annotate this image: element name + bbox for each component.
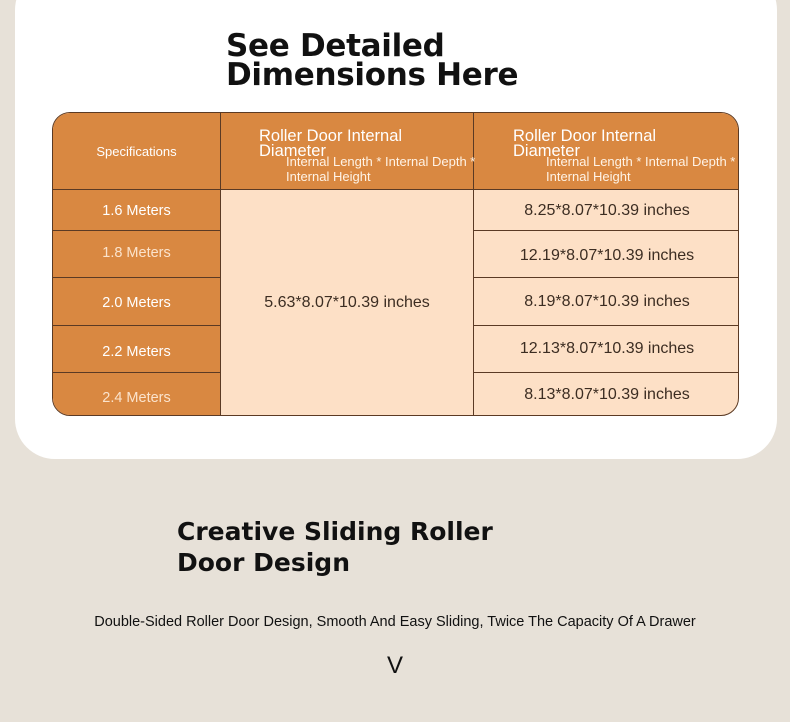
row-divider <box>474 230 739 231</box>
merged-dimension-value: 5.63*8.07*10.39 inches <box>264 294 430 311</box>
header-col2-subtitle: Internal Length * Internal Depth * Internal Height <box>546 154 736 184</box>
spec-label-1: 1.6 Meters <box>102 203 171 219</box>
section-subtitle: Double-Sided Roller Door Design, Smooth And Easy Sliding, Twice The Capacity Of A Drawer <box>94 614 696 630</box>
spec-label-5: 2.4 Meters <box>102 390 171 406</box>
row-divider <box>474 325 739 326</box>
dimensions-table <box>52 112 739 416</box>
dimension-value-5: 8.13*8.07*10.39 inches <box>524 386 690 403</box>
dimension-value-3: 8.19*8.07*10.39 inches <box>524 293 690 310</box>
header-col1-subtitle: Internal Length * Internal Depth * Internal Height <box>286 154 476 184</box>
dimension-value-4: 12.13*8.07*10.39 inches <box>519 340 695 357</box>
chevron-down-icon[interactable]: V <box>386 652 403 679</box>
row-divider <box>53 372 220 373</box>
row-divider <box>53 277 220 278</box>
header-col2-title: Roller Door Internal Diameter <box>513 127 657 160</box>
dimension-value-1: 8.25*8.07*10.39 inches <box>524 202 690 219</box>
row-divider <box>53 325 220 326</box>
header-col1-title: Roller Door Internal Diameter <box>259 127 403 160</box>
section-title: Creative Sliding Roller Door Design <box>177 517 493 577</box>
row-divider <box>53 230 220 231</box>
row-divider <box>474 277 739 278</box>
row-divider <box>474 372 739 373</box>
spec-label-2: 1.8 Meters <box>102 245 171 261</box>
page-title: See Detailed Dimensions Here <box>226 28 519 93</box>
dimension-value-2: 12.19*8.07*10.39 inches <box>519 247 695 264</box>
spec-label-3: 2.0 Meters <box>102 295 171 311</box>
header-specifications: Specifications <box>96 143 177 159</box>
spec-label-4: 2.2 Meters <box>102 344 171 360</box>
